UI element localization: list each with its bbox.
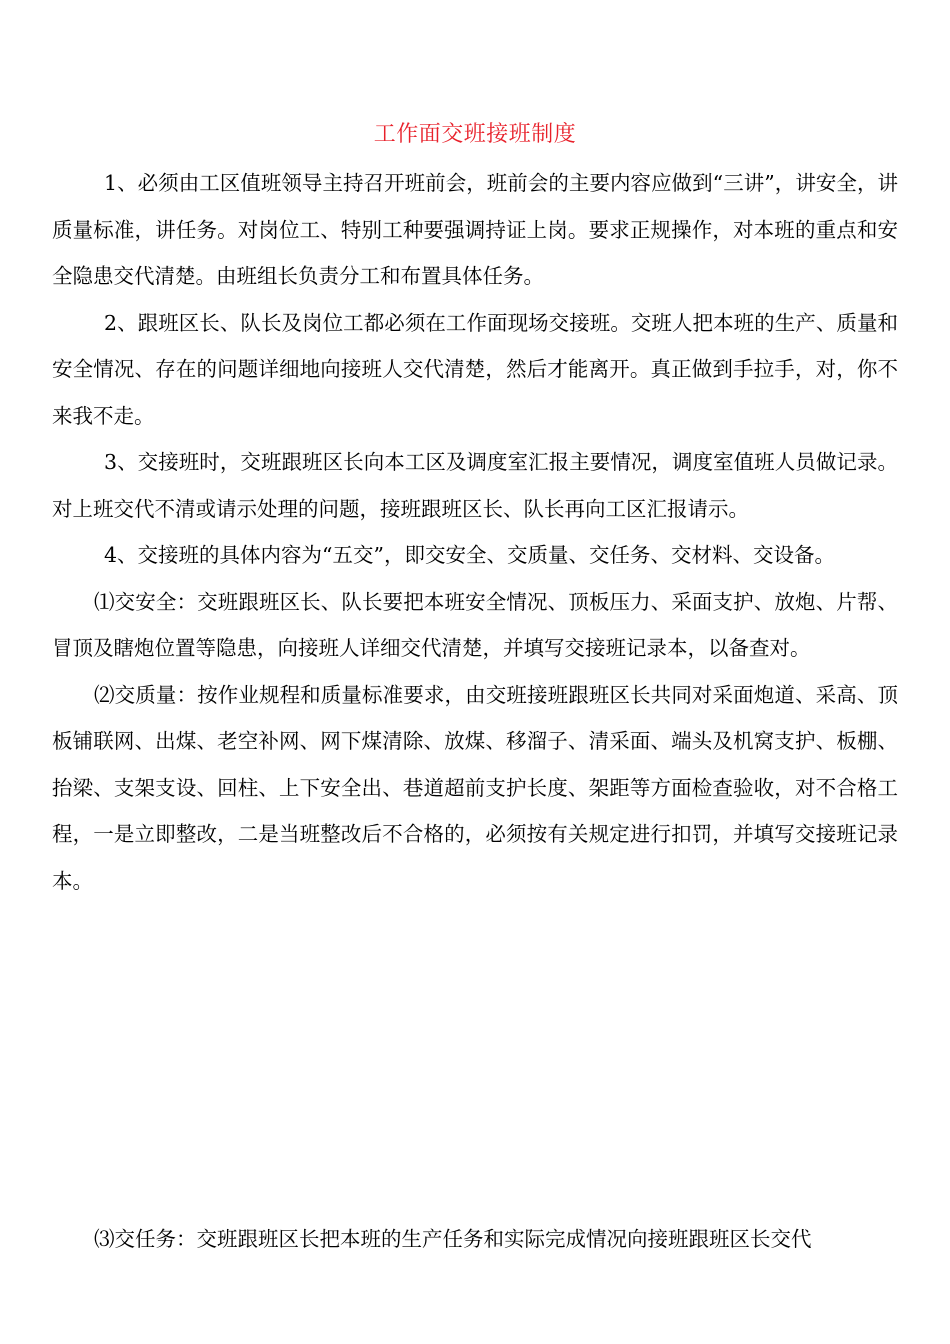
paragraph-3: 3、交接班时，交班跟班区长向本工区及调度室汇报主要情况，调度室值班人员做记录。对上班交代不清或请示处理的问题，接班跟班区长、队长再向工区汇报请示。 [52,450,898,521]
document-body-continued [52,1216,898,1263]
paragraph-4-2: ⑵交质量：按作业规程和质量标准要求，由交班接班跟班区长共同对采面炮道、采高、顶板铺联网、出煤、老空补网、网下煤清除、放煤、移溜子、清采面、端头及机窝支护、板棚、抬梁、支架支设、回柱、上下安全出、巷道超前支护长度、架距等方面检查验收，对不合格工程，一是立即整改，二是当班整改后不合格的，必须按有关规定进行扣罚，并填写交接班记录本。 [52,682,898,893]
document-body [52,160,898,904]
paragraph-2: 2、跟班区长、队长及岗位工都必须在工作面现场交接班。交班人把本班的生产、质量和安全情况、存在的问题详细地向接班人交代清楚，然后才能离开。真正做到手拉手，对，你不来我不走。 [52,310,898,428]
paragraph-4: 4、交接班的具体内容为“五交”，即交安全、交质量、交任务、交材料、交设备。 [104,543,836,567]
paragraph-4-3: ⑶交任务：交班跟班区长把本班的生产任务和实际完成情况向接班跟班区长交代 [94,1227,812,1251]
paragraph-4-1: ⑴交安全：交班跟班区长、队长要把本班安全情况、顶板压力、采面支护、放炮、片帮、冒顶及瞎炮位置等隐患，向接班人详细交代清楚，并填写交接班记录本，以备查对。 [52,589,898,660]
paragraph-1: 1、必须由工区值班领导主持召开班前会，班前会的主要内容应做到“三讲”，讲安全，讲质量标准，讲任务。对岗位工、特别工种要强调持证上岗。要求正规操作，对本班的重点和安全隐患交代清楚。由班组长负责分工和布置具体任务。 [52,171,898,288]
document-title: 工作面交班接班制度 [373,122,577,147]
